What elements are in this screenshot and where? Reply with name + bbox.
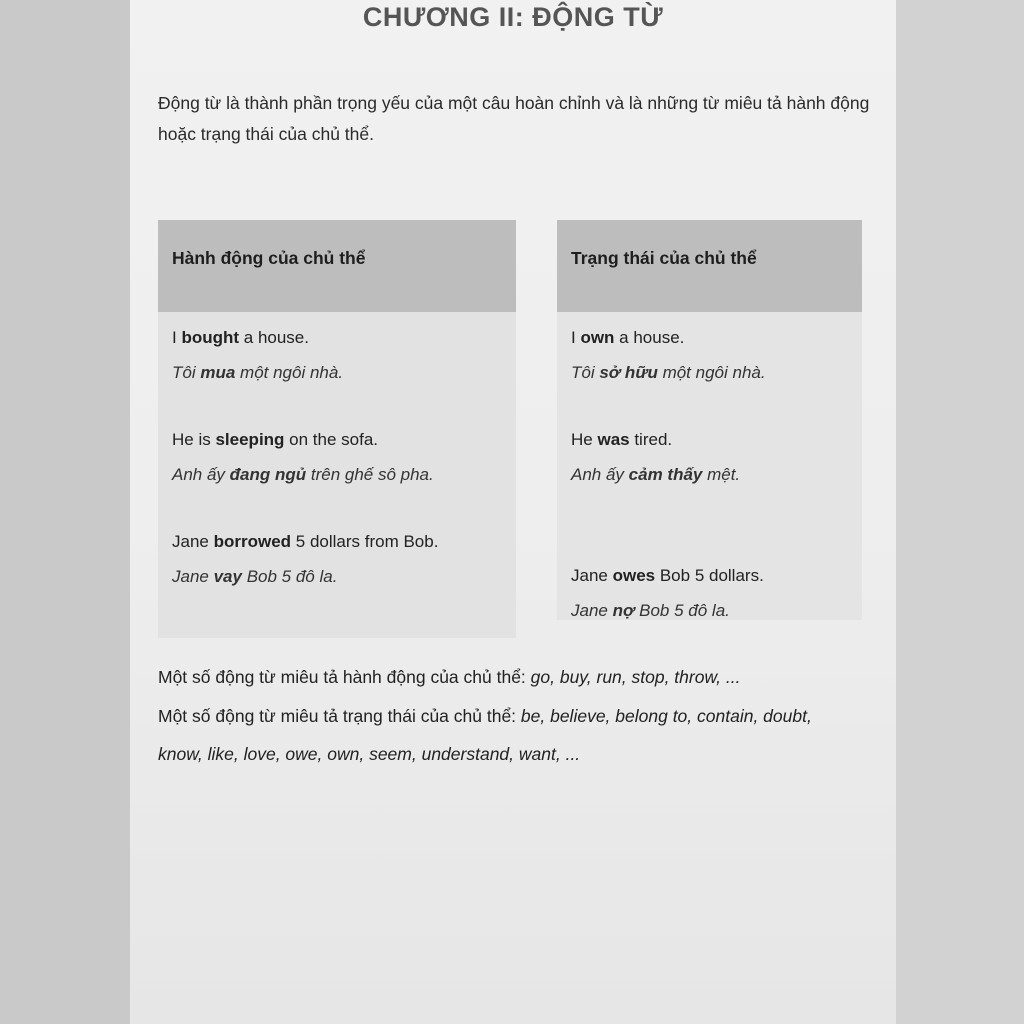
verb-highlight: mua (200, 363, 236, 382)
verb-highlight: bought (181, 328, 240, 347)
document-page (130, 0, 896, 1024)
verb-highlight: was (597, 430, 630, 449)
example-english: Jane owes Bob 5 dollars. (571, 566, 764, 585)
verb-highlight: borrowed (213, 532, 292, 551)
verb-highlight: đang ngủ (229, 465, 307, 484)
background-left (0, 0, 130, 1024)
state-example-1 (571, 320, 848, 390)
state-verb-list-continued: know, like, love, owe, own, seem, understand, want, ... (158, 744, 581, 764)
background-right (896, 0, 1024, 1024)
state-column-header: Trạng thái của chủ thể (557, 220, 862, 312)
example-vietnamese: Anh ấy đang ngủ trên ghế sô pha. (172, 465, 434, 484)
action-verb-list: Một số động từ miêu tả hành động của chủ thể: go, buy, run, stop, throw, ... (158, 667, 741, 687)
verb-lists (158, 658, 888, 774)
example-english: I own a house. (571, 328, 685, 347)
verb-highlight: cảm thấy (628, 465, 703, 484)
action-column-body (158, 312, 516, 638)
example-english: He is sleeping on the sofa. (172, 430, 379, 449)
verb-highlight: nợ (612, 601, 635, 620)
example-vietnamese: Tôi sở hữu một ngôi nhà. (571, 363, 766, 382)
verb-highlight: own (580, 328, 615, 347)
action-column (158, 220, 516, 638)
action-example-2 (172, 422, 502, 492)
state-example-2 (571, 422, 848, 492)
state-example-3 (571, 558, 848, 628)
verb-highlight: sở hữu (599, 363, 658, 382)
verb-highlight: vay (213, 567, 242, 586)
example-vietnamese: Tôi mua một ngôi nhà. (172, 363, 344, 382)
verb-highlight: owes (612, 566, 656, 585)
intro-paragraph: Động từ là thành phần trọng yếu của một câu hoàn chỉnh và là những từ miêu tả hành động hoặc trạng thái của chủ thể. (158, 93, 870, 144)
example-english: Jane borrowed 5 dollars from Bob. (172, 532, 439, 551)
example-vietnamese: Jane vay Bob 5 đô la. (172, 567, 338, 586)
state-column (557, 220, 862, 620)
chapter-title: CHƯƠNG II: ĐỘNG TỪ (362, 2, 664, 32)
example-vietnamese: Anh ấy cảm thấy mệt. (571, 465, 741, 484)
example-english: He was tired. (571, 430, 673, 449)
action-example-3 (172, 524, 502, 594)
action-column-header: Hành động của chủ thể (158, 220, 516, 312)
action-example-1 (172, 320, 502, 390)
example-english: I bought a house. (172, 328, 309, 347)
verb-highlight: sleeping (215, 430, 285, 449)
example-vietnamese: Jane nợ Bob 5 đô la. (571, 601, 730, 620)
state-column-body (557, 312, 862, 620)
state-verb-list: Một số động từ miêu tả trạng thái của chủ thể: be, believe, belong to, contain, doubt, (158, 705, 812, 726)
